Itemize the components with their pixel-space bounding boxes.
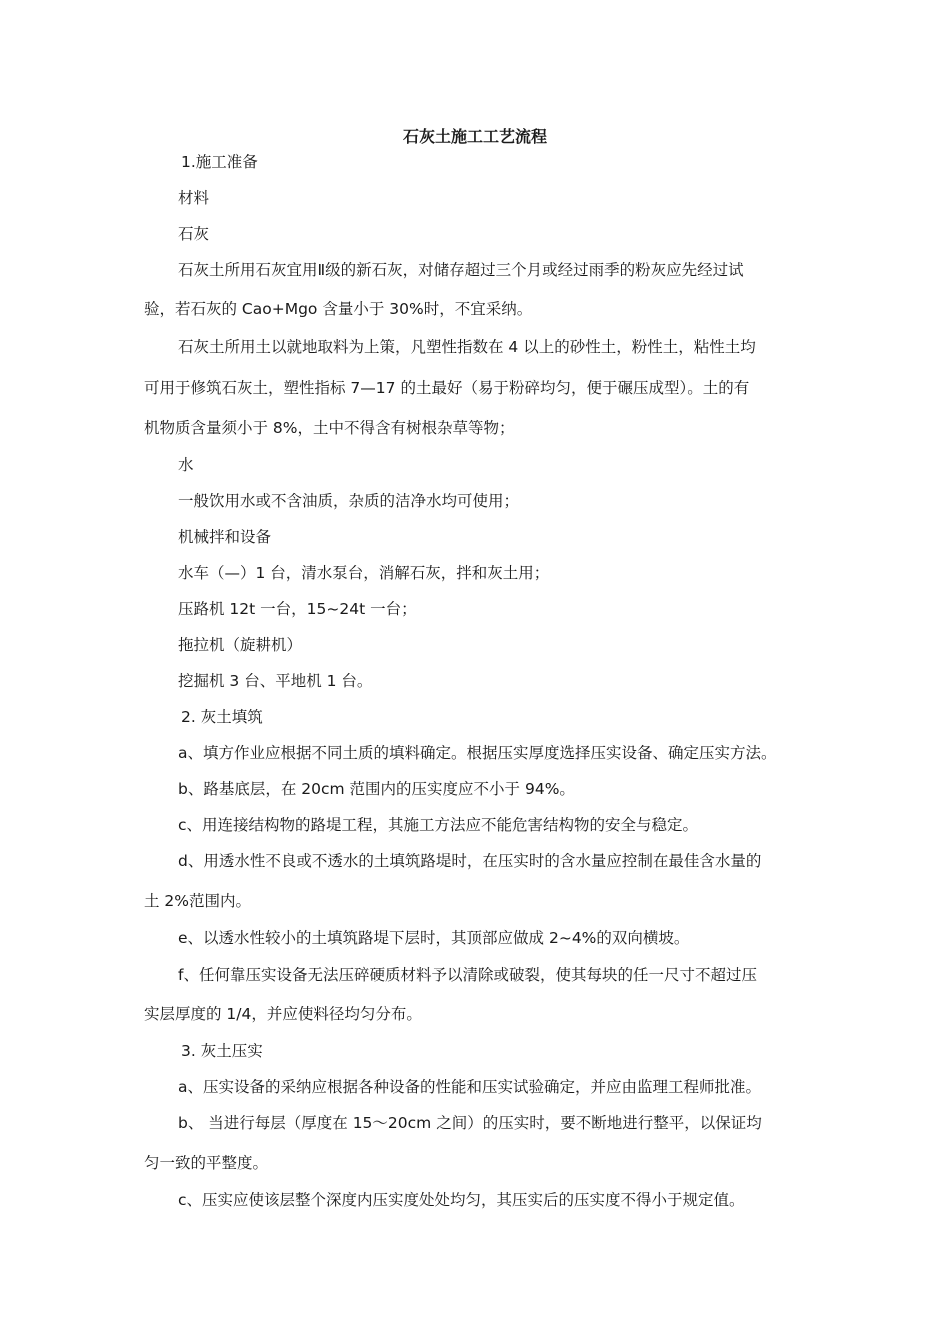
paragraph-line: a、填方作业应根据不同土质的填料确定。根据压实厚度选择压实设备、确定压实方法。 (178, 744, 777, 762)
document-title: 石灰土施工工艺流程 (402, 127, 547, 146)
section-heading-filling: 2. 灰土填筑 (181, 708, 263, 726)
paragraph-line: e、以透水性较小的土填筑路堤下层时，其顶部应做成 2~4%的双向横坡。 (178, 929, 690, 947)
paragraph-line: a、压实设备的采纳应根据各种设备的性能和压实试验确定，并应由监理工程师批准。 (178, 1078, 762, 1096)
section-heading-compaction: 3. 灰土压实 (181, 1042, 263, 1060)
subheading-lime: 石灰 (178, 225, 210, 243)
paragraph-line: 压路机 12t 一台，15~24t 一台； (178, 600, 417, 618)
paragraph-line: 机物质含量须小于 8%，土中不得含有树根杂草等物； (144, 419, 515, 437)
paragraph-line: 水车（—）1 台，清水泵台，消解石灰，拌和灰土用； (178, 564, 550, 582)
subheading-machinery: 机械拌和设备 (178, 528, 272, 546)
paragraph-line: d、用透水性不良或不透水的土填筑路堤时，在压实时的含水量应控制在最佳含水量的 (178, 852, 762, 870)
paragraph-line: b、 当进行每层（厚度在 15～20cm 之间）的压实时，要不断地进行整平，以保证均 (178, 1114, 762, 1132)
paragraph-line: 拖拉机（旋耕机） (178, 636, 303, 654)
paragraph-line: 一般饮用水或不含油质，杂质的洁净水均可使用； (178, 492, 520, 510)
paragraph-line: 石灰土所用土以就地取料为上策，凡塑性指数在 4 以上的砂性土，粉性土，粘性土均 (178, 338, 756, 356)
paragraph-line: 挖掘机 3 台、平地机 1 台。 (178, 672, 373, 690)
paragraph-line: b、路基底层，在 20cm 范围内的压实度应不小于 94%。 (178, 780, 575, 798)
paragraph-line: 土 2%范围内。 (144, 892, 252, 910)
paragraph-line: 验，若石灰的 Cao+Mgo 含量小于 30%时，不宜采纳。 (144, 300, 533, 318)
paragraph-line: 实层厚度的 1/4，并应使料径均匀分布。 (144, 1005, 422, 1023)
subheading-water: 水 (178, 456, 194, 474)
subheading-materials: 材料 (178, 189, 210, 207)
paragraph-line: f、任何靠压实设备无法压碎硬质材料予以清除或破裂，使其每块的任一尺寸不超过压 (178, 966, 757, 984)
paragraph-line: 可用于修筑石灰土，塑性指标 7—17 的土最好（易于粉碎均匀，便于碾压成型）。土的有 (144, 379, 750, 397)
paragraph-line: c、用连接结构物的路堤工程，其施工方法应不能危害结构物的安全与稳定。 (178, 816, 699, 834)
paragraph-line: c、压实应使该层整个深度内压实度处处均匀，其压实后的压实度不得小于规定值。 (178, 1191, 745, 1209)
paragraph-line: 匀一致的平整度。 (144, 1154, 269, 1172)
section-heading-preparation: 1.施工准备 (181, 153, 258, 171)
paragraph-line: 石灰土所用石灰宜用Ⅱ级的新石灰，对储存超过三个月或经过雨季的粉灰应先经过试 (178, 261, 744, 279)
